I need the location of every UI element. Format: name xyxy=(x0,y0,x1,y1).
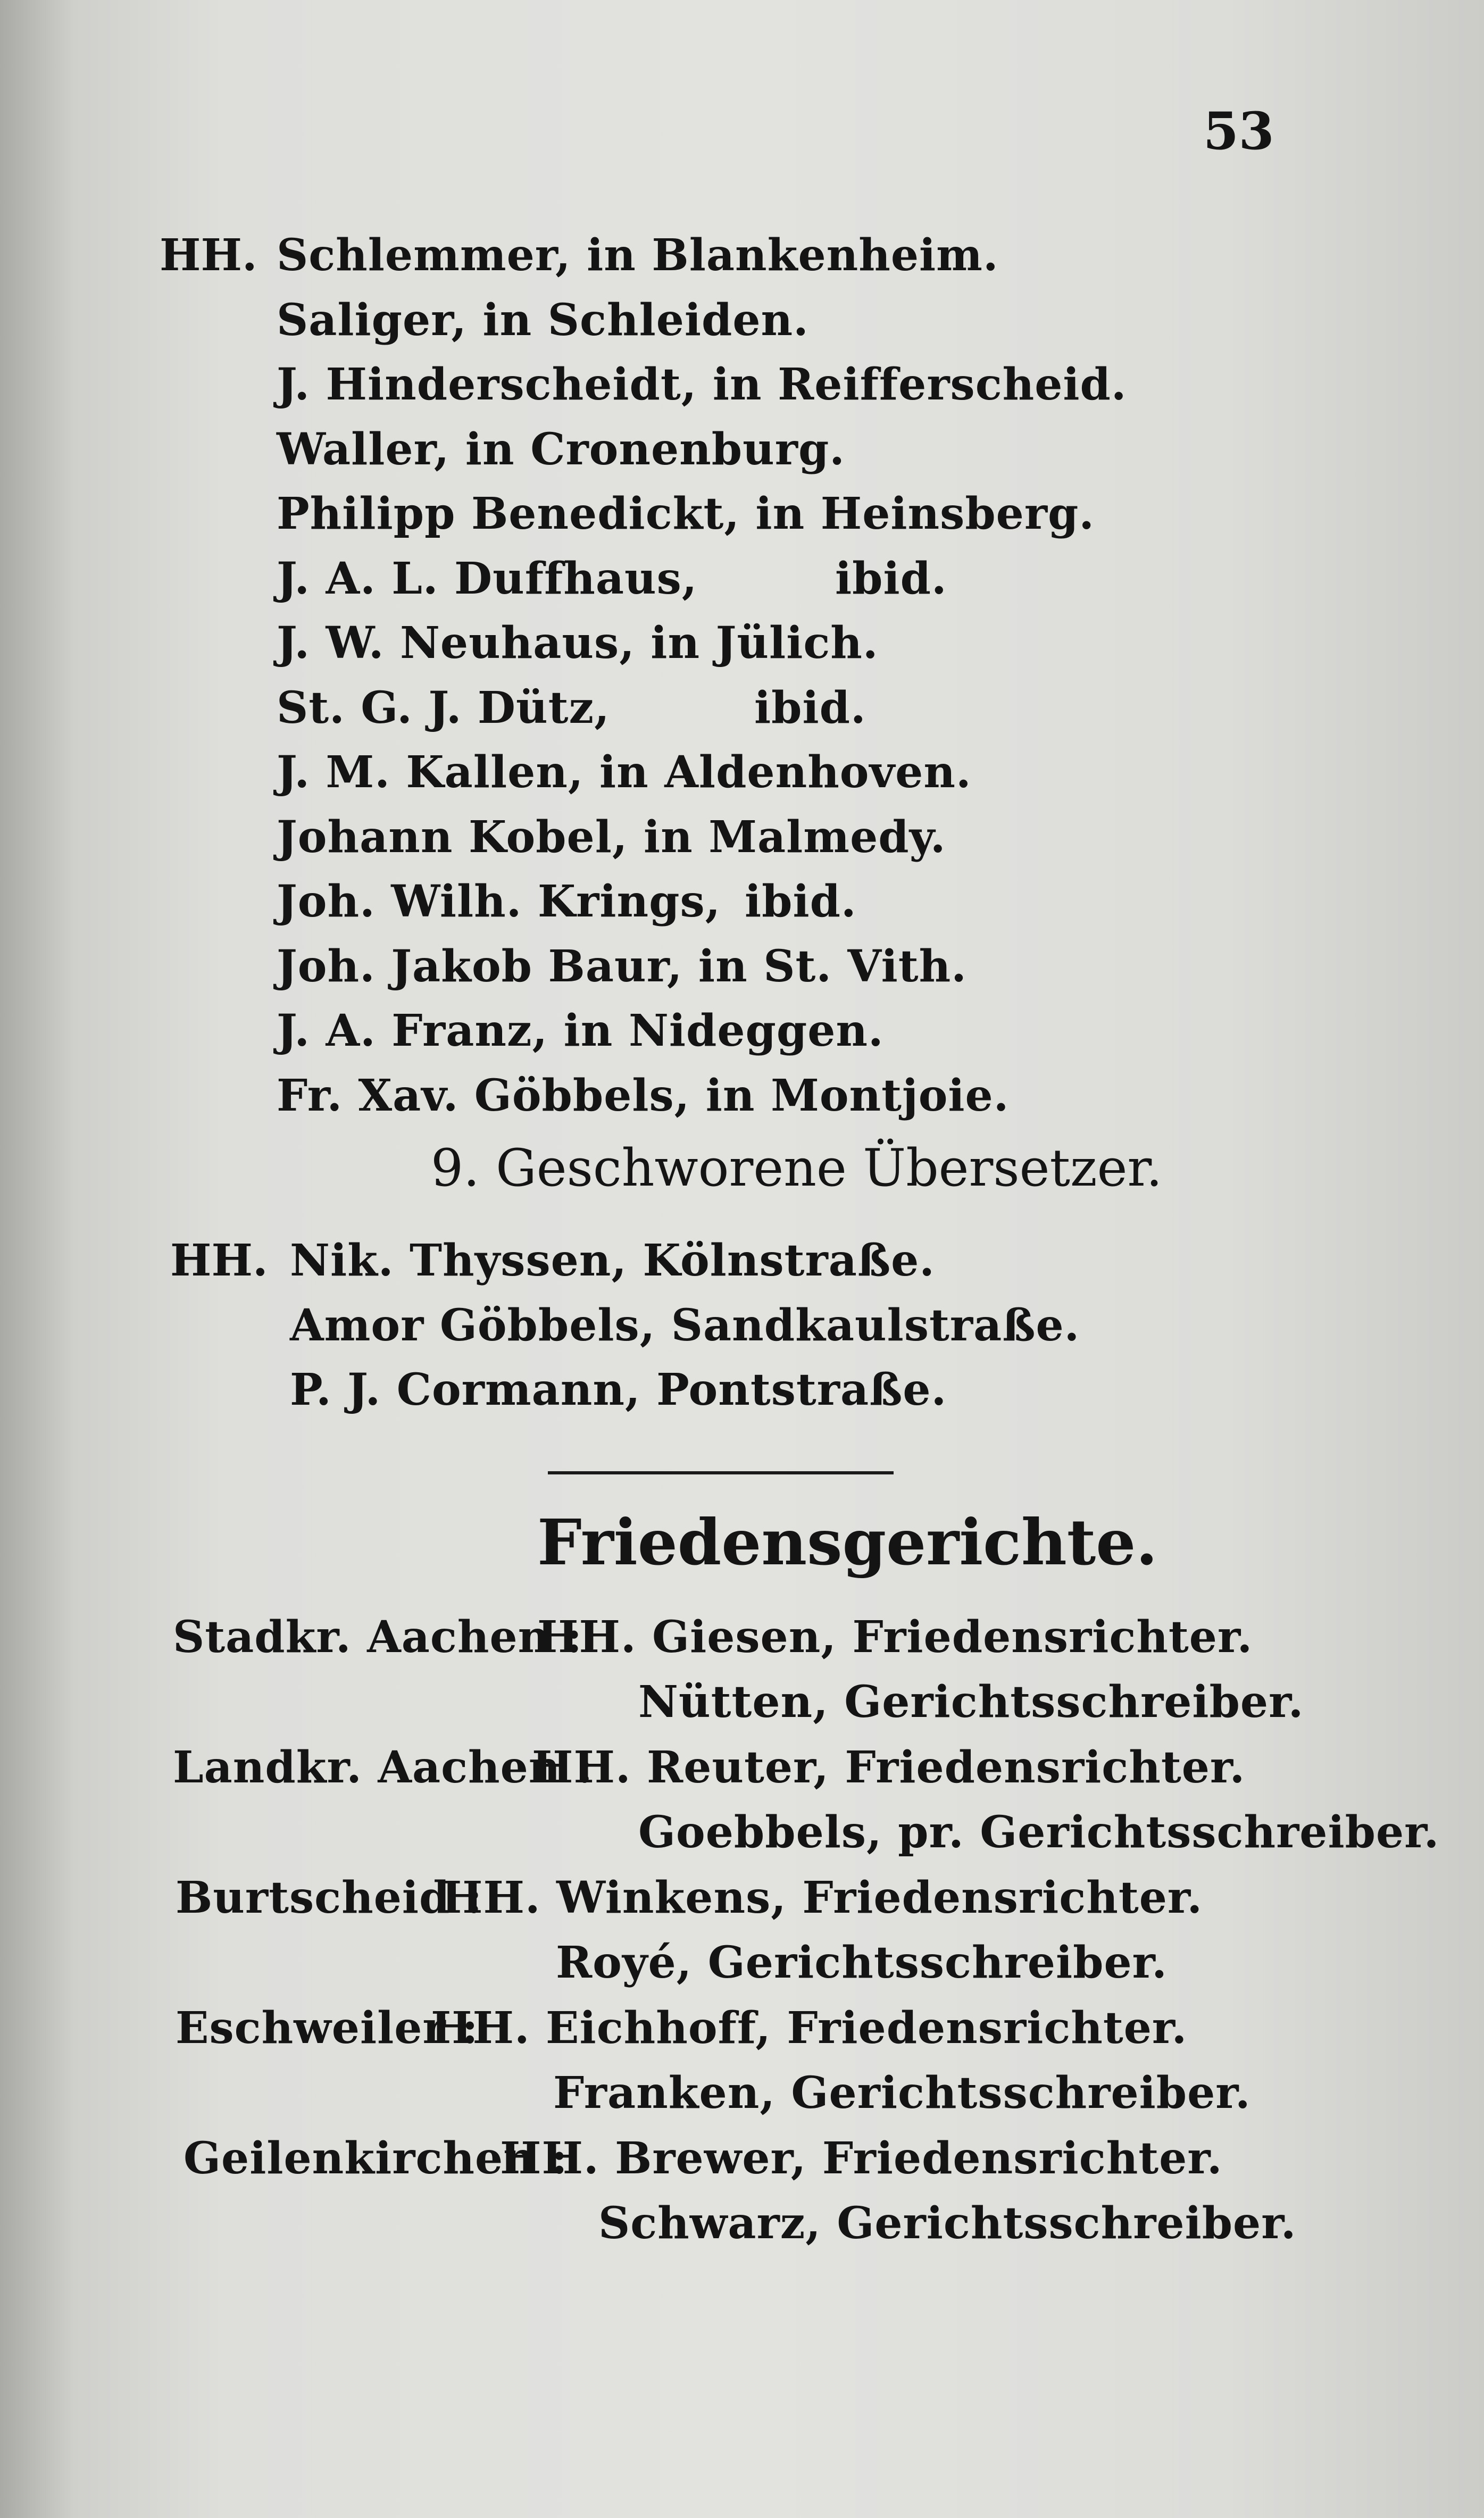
page-number: 53 xyxy=(1203,101,1274,161)
court-clerk: Goebbels, pr. Gerichtsschreiber. xyxy=(638,1807,1440,1858)
list-item: Nik. Thyssen, Kölnstraße. xyxy=(290,1235,935,1286)
court-clerk: Royé, Gerichtsschreiber. xyxy=(556,1937,1168,1988)
court-place: Geilenkirchen : xyxy=(184,2133,568,2184)
ibid-note: ibid. xyxy=(754,682,866,733)
list-item: St. G. J. Dütz, xyxy=(277,682,610,733)
list-item: J. Hinderscheidt, in Reifferscheid. xyxy=(277,359,1127,410)
list-item: J. A. L. Duffhaus, xyxy=(277,553,698,604)
list-item: Johann Kobel, in Malmedy. xyxy=(277,812,946,863)
court-judge: HH. Eichhoff, Friedensrichter. xyxy=(431,2003,1188,2054)
list-item: Joh. Wilh. Krings, xyxy=(277,876,721,927)
list-item: P. J. Cormann, Pontstraße. xyxy=(290,1364,947,1415)
list-item: Saliger, in Schleiden. xyxy=(277,295,809,346)
court-clerk: Schwarz, Gerichtsschreiber. xyxy=(598,2198,1297,2249)
court-clerk: Nütten, Gerichtsschreiber. xyxy=(638,1677,1304,1728)
honorific-prefix: HH. xyxy=(160,230,257,281)
section-9-heading: 9. Geschworene Übersetzer. xyxy=(431,1138,1163,1198)
list-item: J. W. Neuhaus, in Jülich. xyxy=(277,618,879,669)
court-place: Stadkr. Aachen : xyxy=(173,1612,583,1663)
court-judge: HH. Reuter, Friedensrichter. xyxy=(532,1742,1246,1793)
list-item: Amor Göbbels, Sandkaulstraße. xyxy=(290,1300,1080,1351)
court-place: Landkr. Aachen : xyxy=(173,1742,594,1793)
list-item: Joh. Jakob Baur, in St. Vith. xyxy=(277,941,967,992)
list-item: J. A. Franz, in Nideggen. xyxy=(277,1005,884,1056)
court-judge: HH. Winkens, Friedensrichter. xyxy=(441,1872,1203,1923)
ibid-note: ibid. xyxy=(745,876,857,927)
court-judge: HH. Giesen, Friedensrichter. xyxy=(537,1612,1253,1663)
court-judge: HH. Brewer, Friedensrichter. xyxy=(500,2133,1223,2184)
list-item: Schlemmer, in Blankenheim. xyxy=(277,230,999,281)
court-clerk: Franken, Gerichtsschreiber. xyxy=(553,2067,1251,2119)
court-place: Eschweiler : xyxy=(176,2003,479,2054)
honorific-prefix: HH. xyxy=(170,1235,268,1286)
list-item: Waller, in Cronenburg. xyxy=(277,424,845,475)
list-item: J. M. Kallen, in Aldenhoven. xyxy=(277,747,972,798)
list-item: Fr. Xav. Göbbels, in Montjoie. xyxy=(277,1070,1010,1121)
friedensgerichte-title: Friedensgerichte. xyxy=(537,1505,1158,1579)
ibid-note: ibid. xyxy=(835,553,947,604)
list-item: Philipp Benedickt, in Heinsberg. xyxy=(277,488,1095,539)
section-divider xyxy=(548,1471,894,1474)
court-place: Burtscheid : xyxy=(176,1872,483,1923)
